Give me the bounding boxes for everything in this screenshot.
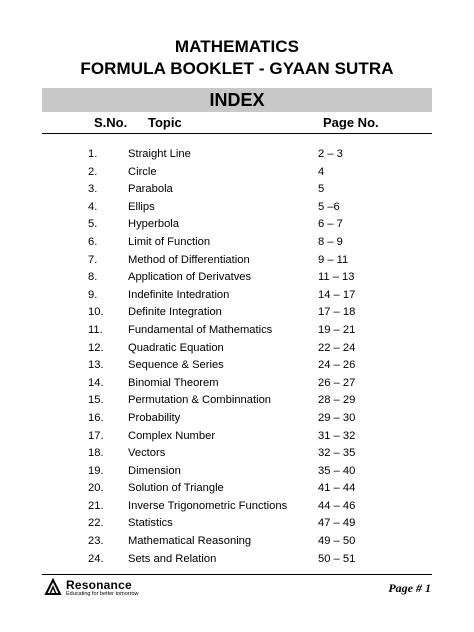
row-number: 11. bbox=[88, 323, 103, 336]
logo-tagline: Educating for better tomorrow bbox=[66, 591, 139, 597]
column-header-page: Page No. bbox=[323, 115, 379, 130]
row-topic: Binomial Theorem bbox=[128, 376, 219, 389]
row-topic: Ellips bbox=[128, 200, 155, 213]
logo-name: Resonance bbox=[66, 578, 132, 592]
row-topic: Parabola bbox=[128, 183, 173, 196]
row-number: 21. bbox=[88, 499, 104, 512]
row-number: 2. bbox=[88, 165, 98, 178]
row-page-range: 19 – 21 bbox=[318, 323, 356, 336]
table-row bbox=[0, 375, 474, 393]
table-row bbox=[0, 551, 474, 569]
table-row bbox=[0, 269, 474, 287]
row-number: 23. bbox=[88, 535, 104, 548]
row-page-range: 35 – 40 bbox=[318, 464, 356, 477]
row-number: 6. bbox=[88, 235, 98, 248]
row-page-range: 32 – 35 bbox=[318, 447, 356, 460]
row-topic: Sequence & Series bbox=[128, 359, 224, 372]
document-subtitle: FORMULA BOOKLET - GYAAN SUTRA bbox=[80, 59, 394, 78]
row-page-range: 22 – 24 bbox=[318, 341, 356, 354]
row-page-range: 28 – 29 bbox=[318, 394, 356, 407]
row-topic: Circle bbox=[128, 165, 157, 178]
row-topic: Dimension bbox=[128, 464, 181, 477]
row-number: 14. bbox=[88, 376, 104, 389]
row-topic: Hyperbola bbox=[128, 218, 179, 231]
row-number: 10. bbox=[88, 306, 104, 319]
table-row bbox=[0, 533, 474, 551]
footer-divider bbox=[42, 574, 432, 575]
page-number: Page # 1 bbox=[388, 581, 431, 595]
row-number: 22. bbox=[88, 517, 104, 530]
row-page-range: 26 – 27 bbox=[318, 376, 356, 389]
table-row bbox=[0, 410, 474, 428]
table-row bbox=[0, 463, 474, 481]
row-number: 9. bbox=[88, 288, 98, 301]
table-row bbox=[0, 199, 474, 217]
table-row bbox=[0, 515, 474, 533]
table-row bbox=[0, 322, 474, 340]
row-number: 1. bbox=[88, 148, 98, 160]
table-row bbox=[0, 428, 474, 446]
table-row bbox=[0, 287, 474, 305]
row-topic: Straight Line bbox=[128, 148, 191, 160]
row-topic: Limit of Function bbox=[128, 235, 211, 248]
row-number: 7. bbox=[88, 253, 98, 266]
row-page-range: 31 – 32 bbox=[318, 429, 356, 442]
row-topic: Fundamental of Mathematics bbox=[128, 323, 273, 336]
table-row bbox=[0, 216, 474, 234]
row-number: 12. bbox=[88, 341, 104, 354]
row-topic: Complex Number bbox=[128, 429, 216, 442]
row-number: 16. bbox=[88, 411, 104, 424]
row-number: 18. bbox=[88, 447, 104, 460]
row-page-range: 11 – 13 bbox=[318, 271, 355, 284]
row-number: 17. bbox=[88, 429, 104, 442]
row-page-range: 47 – 49 bbox=[318, 517, 356, 530]
row-topic: Inverse Trigonometric Functions bbox=[128, 499, 288, 512]
table-row bbox=[0, 480, 474, 498]
row-topic: Definite Integration bbox=[128, 306, 222, 319]
row-page-range: 41 – 44 bbox=[318, 482, 356, 495]
row-number: 24. bbox=[88, 552, 104, 565]
row-topic: Solution of Triangle bbox=[128, 482, 224, 495]
row-page-range: 17 – 18 bbox=[318, 306, 356, 319]
table-row bbox=[0, 164, 474, 182]
row-topic: Vectors bbox=[128, 447, 166, 460]
row-page-range: 44 – 46 bbox=[318, 499, 356, 512]
row-number: 20. bbox=[88, 482, 104, 495]
row-page-range: 29 – 30 bbox=[318, 411, 356, 424]
column-header-sno: S.No. bbox=[94, 115, 128, 130]
row-number: 19. bbox=[88, 464, 104, 477]
table-row bbox=[0, 252, 474, 270]
row-number: 3. bbox=[88, 183, 98, 196]
row-page-range: 14 – 17 bbox=[318, 288, 356, 301]
row-page-range: 4 bbox=[318, 165, 325, 178]
table-row bbox=[0, 392, 474, 410]
row-page-range: 2 – 3 bbox=[318, 148, 343, 160]
row-number: 13. bbox=[88, 359, 104, 372]
row-topic: Permutation & Combinnation bbox=[128, 394, 272, 407]
row-topic: Indefinite Intedration bbox=[128, 288, 230, 301]
row-number: 4. bbox=[88, 200, 98, 213]
row-page-range: 8 – 9 bbox=[318, 235, 343, 248]
row-topic: Sets and Relation bbox=[128, 552, 217, 565]
document-title: MATHEMATICS bbox=[174, 37, 300, 56]
row-topic: Quadratic Equation bbox=[128, 341, 224, 354]
row-page-range: 6 – 7 bbox=[318, 218, 343, 231]
row-topic: Mathematical Reasoning bbox=[128, 535, 252, 548]
table-row bbox=[0, 234, 474, 252]
row-topic: Statistics bbox=[128, 517, 173, 530]
table-row bbox=[0, 146, 474, 164]
index-table bbox=[0, 146, 474, 568]
table-row bbox=[0, 181, 474, 199]
row-page-range: 24 – 26 bbox=[318, 359, 356, 372]
table-row bbox=[0, 340, 474, 358]
table-row bbox=[0, 498, 474, 516]
row-page-range: 9 – 11 bbox=[318, 253, 349, 266]
row-page-range: 49 – 50 bbox=[318, 535, 356, 548]
row-number: 8. bbox=[88, 271, 98, 284]
row-page-range: 50 – 51 bbox=[318, 552, 356, 565]
table-row bbox=[0, 357, 474, 375]
table-row bbox=[0, 445, 474, 463]
row-page-range: 5 –6 bbox=[318, 200, 340, 213]
index-heading: INDEX bbox=[42, 88, 432, 112]
column-header-topic: Topic bbox=[148, 115, 182, 130]
header-divider bbox=[42, 133, 432, 134]
table-row bbox=[0, 304, 474, 322]
resonance-logo-icon bbox=[44, 578, 62, 596]
row-page-range: 5 bbox=[318, 183, 325, 196]
resonance-logo bbox=[44, 578, 154, 598]
row-topic: Method of Differentiation bbox=[128, 253, 250, 266]
row-number: 5. bbox=[88, 218, 98, 231]
row-topic: Application of Derivatves bbox=[128, 271, 252, 284]
row-number: 15. bbox=[88, 394, 104, 407]
row-topic: Probability bbox=[128, 411, 181, 424]
